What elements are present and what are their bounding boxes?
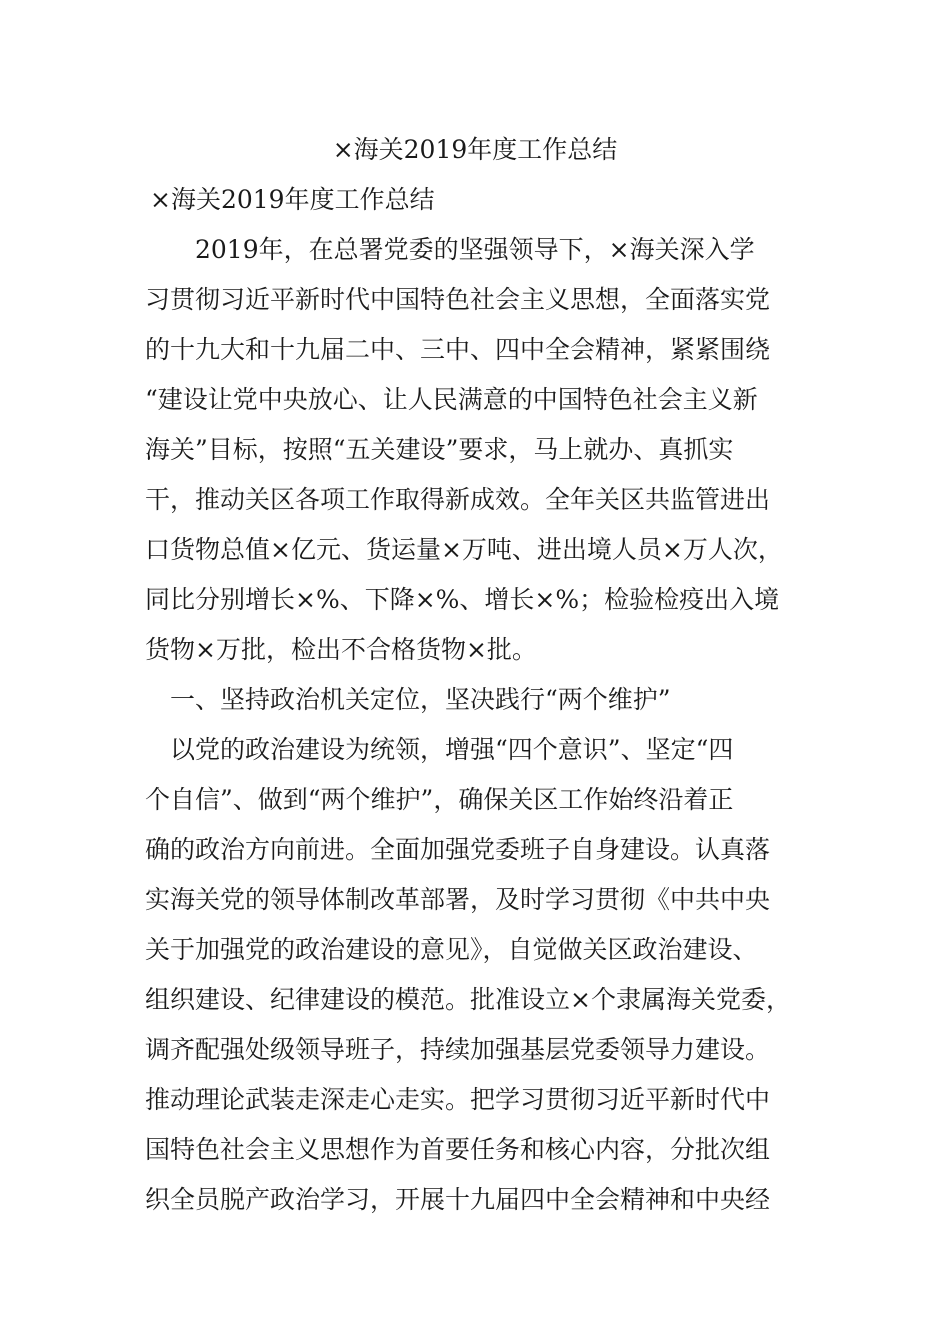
body-line: 推动理论武装走深走心走实。把学习贯彻习近平新时代中 — [145, 1085, 771, 1114]
body-line: 的十九大和十九届二中、三中、四中全会精神，紧紧围绕 — [145, 335, 771, 364]
body-line: 国特色社会主义思想作为首要任务和核心内容，分批次组 — [145, 1135, 771, 1164]
body-line: 织全员脱产政治学习，开展十九届四中全会精神和中央经 — [145, 1185, 771, 1214]
body-line: 海关”目标，按照“五关建设”要求，马上就办、真抓实 — [145, 435, 734, 464]
document-subtitle: ×海关2019年度工作总结 — [150, 185, 435, 214]
body-line: 实海关党的领导体制改革部署，及时学习贯彻《中共中央 — [145, 885, 771, 914]
body-line: 关于加强党的政治建设的意见》，自觉做关区政治建设、 — [145, 935, 758, 964]
body-line: 2019年，在总署党委的坚强领导下，×海关深入学 — [145, 235, 755, 264]
body-line: “建设让党中央放心、让人民满意的中国特色社会主义新 — [145, 385, 758, 414]
body-line: 调齐配强处级领导班子，持续加强基层党委领导力建设。 — [145, 1035, 771, 1064]
body-line: 干，推动关区各项工作取得新成效。全年关区共监管进出 — [145, 485, 771, 514]
section-heading: 一、坚持政治机关定位，坚决践行“两个维护” — [145, 685, 671, 714]
body-line: 同比分别增长×%、下降×%、增长×%；检验检疫出入境 — [145, 585, 780, 614]
body-line: 货物×万批，检出不合格货物×批。 — [145, 635, 537, 664]
body-line: 习贯彻习近平新时代中国特色社会主义思想，全面落实党 — [145, 285, 771, 314]
body-line: 组织建设、纪律建设的模范。批准设立×个隶属海关党委， — [145, 985, 791, 1014]
body-line: 确的政治方向前进。全面加强党委班子自身建设。认真落 — [145, 835, 771, 864]
body-line: 个自信”、做到“两个维护”，确保关区工作始终沿着正 — [145, 785, 734, 814]
document-title: ×海关2019年度工作总结 — [332, 135, 618, 164]
body-line: 以党的政治建设为统领，增强“四个意识”、坚定“四 — [145, 735, 734, 764]
body-line: 口货物总值×亿元、货运量×万吨、进出境人员×万人次， — [145, 535, 783, 564]
